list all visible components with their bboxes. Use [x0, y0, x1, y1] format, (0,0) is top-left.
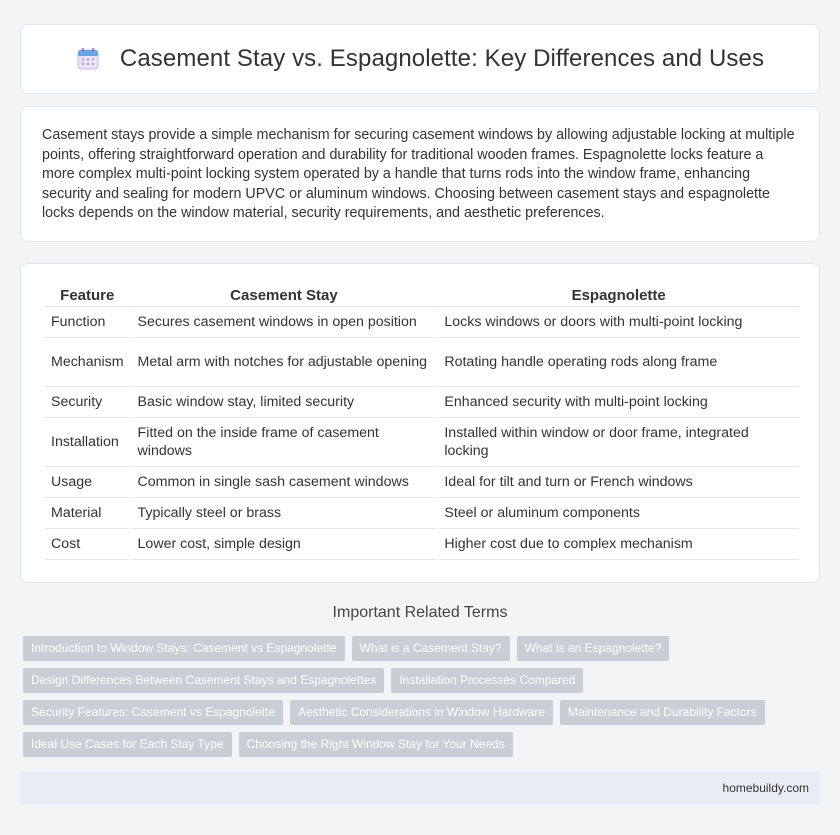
related-term-tag[interactable]: Design Differences Between Casement Stays and Espagnolettes [23, 668, 384, 693]
table-cell: Steel or aluminum components [438, 498, 799, 529]
table-row [45, 418, 799, 467]
table-header-row [45, 285, 799, 307]
table-cell: Enhanced security with multi-point locking [438, 387, 799, 418]
table-cell: Fitted on the inside frame of casement windows [132, 418, 437, 467]
table-cell: Secures casement windows in open position [132, 307, 437, 338]
table-cell: Basic window stay, limited security [132, 387, 437, 418]
table-row [45, 307, 799, 338]
table-cell: Ideal for tilt and turn or French windows [438, 467, 799, 498]
related-term-tag[interactable]: Choosing the Right Window Stay for Your Needs [239, 732, 513, 757]
comparison-table [43, 285, 801, 560]
table-cell: Installed within window or door frame, integrated locking [438, 418, 799, 467]
table-row [45, 529, 799, 560]
column-header: Feature [45, 285, 130, 307]
table-row [45, 387, 799, 418]
table-cell: Security [45, 387, 130, 418]
related-terms-title: Important Related Terms [332, 604, 508, 621]
related-term-tag[interactable]: Aesthetic Considerations in Window Hardware [290, 700, 553, 725]
footer [20, 771, 820, 805]
table-cell: Usage [45, 467, 130, 498]
related-term-tag[interactable]: Maintenance and Durability Factors [560, 700, 765, 725]
header-card [20, 24, 820, 94]
calendar-icon [76, 47, 100, 71]
table-cell: Typically steel or brass [132, 498, 437, 529]
comparison-table-card [20, 263, 820, 583]
table-cell: Lower cost, simple design [132, 529, 437, 560]
table-cell: Mechanism [45, 338, 130, 387]
table-cell: Rotating handle operating rods along frame [438, 338, 799, 387]
footer-site-link[interactable]: homebuildy.com [722, 781, 809, 795]
intro-card [20, 106, 820, 242]
table-row [45, 338, 799, 387]
page-title: Casement Stay vs. Espagnolette: Key Differences and Uses [119, 45, 765, 72]
table-row [45, 498, 799, 529]
related-term-tag[interactable]: What is a Casement Stay? [352, 636, 510, 661]
related-term-tag[interactable]: Installation Processes Compared [391, 668, 583, 693]
related-term-tag[interactable]: Ideal Use Cases for Each Stay Type [23, 732, 232, 757]
table-cell: Cost [45, 529, 130, 560]
related-term-tag[interactable]: Security Features: Casement vs Espagnolette [23, 700, 283, 725]
column-header: Casement Stay [132, 285, 437, 307]
table-cell: Common in single sash casement windows [132, 467, 437, 498]
table-cell: Material [45, 498, 130, 529]
table-cell: Locks windows or doors with multi-point locking [438, 307, 799, 338]
table-cell: Metal arm with notches for adjustable opening [132, 338, 437, 387]
table-cell: Function [45, 307, 130, 338]
related-term-tag[interactable]: Introduction to Window Stays: Casement vs Espagnolette [23, 636, 345, 661]
related-term-tag[interactable]: What is an Espagnolette? [517, 636, 670, 661]
column-header: Espagnolette [438, 285, 799, 307]
table-cell: Higher cost due to complex mechanism [438, 529, 799, 560]
table-cell: Installation [45, 418, 130, 467]
table-row [45, 467, 799, 498]
related-terms-list [23, 636, 823, 764]
intro-text: Casement stays provide a simple mechanism for securing casement windows by allowing adjustable locking at multiple points, offering straightforward operation and durability for traditional wooden frames. Espagnolette locks feature a more complex multi-point locking system operated by a handle that turns rods into the window frame, enhancing security and sealing for modern UPVC or aluminum windows. Choosing between casement stays and espagnolette locks depends on the window material, security requirements, and aesthetic preferences. [42, 127, 795, 222]
